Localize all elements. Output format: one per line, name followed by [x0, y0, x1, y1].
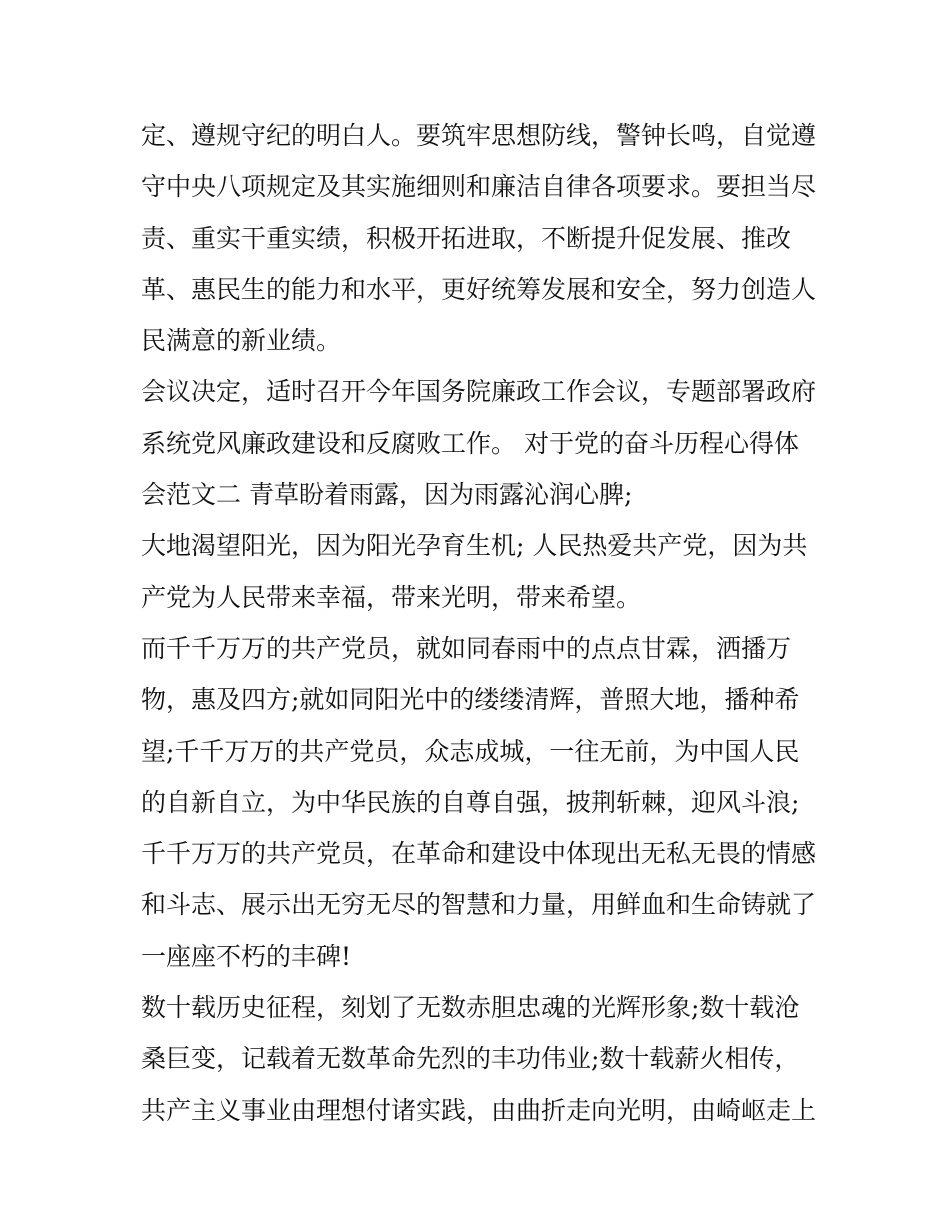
text-line: 桑巨变，记载着无数革命先烈的丰功伟业;数十载薪火相传， [141, 1044, 800, 1074]
text-line: 和斗志、展示出无穷无尽的智慧和力量，用鲜血和生命铸就了 [141, 890, 817, 920]
text-line: 而千千万万的共产党员，就如同春雨中的点点甘霖，洒播万 [141, 633, 792, 663]
text-line: 会议决定，适时召开今年国务院廉政工作会议，专题部署政府 [141, 377, 817, 407]
text-line: 的自新自立，为中华民族的自尊自强，披荆斩棘，迎风斗浪; [141, 787, 800, 817]
text-line: 定、遵规守纪的明白人。要筑牢思想防线，警钟长鸣，自觉遵 [141, 121, 817, 150]
text-line: 望;千千万万的共产党员，众志成城，一往无前，为中国人民 [141, 736, 800, 766]
text-line: 物，惠及四方;就如同阳光中的缕缕清辉，普照大地，播种希 [141, 685, 800, 715]
text-line: 数十载历史征程，刻划了无数赤胆忠魂的光辉形象;数十载沧 [141, 993, 800, 1023]
text-line: 产党为人民带来幸福，带来光明，带来希望。 [141, 582, 642, 612]
text-line: 民满意的新业绩。 [141, 326, 342, 356]
text-line: 守中央八项规定及其实施细则和廉洁自律各项要求。要担当尽 [141, 172, 817, 202]
text-line: 会范文二 青草盼着雨露，因为雨露沁润心脾; [141, 480, 633, 510]
text-line: 共产主义事业由理想付诸实践，由曲折走向光明，由崎岖走上 [141, 1095, 817, 1125]
text-line: 千千万万的共产党员，在革命和建设中体现出无私无畏的情感 [141, 839, 817, 869]
text-line: 责、重实干重实绩，积极开拓进取，不断提升促发展、推改 [141, 223, 792, 253]
text-line: 革、惠民生的能力和水平，更好统筹发展和安全，努力创造人 [141, 274, 817, 304]
text-line: 大地渴望阳光，因为阳光孕育生机; 人民热爱共产党，因为共 [141, 531, 808, 561]
text-line: 一座座不朽的丰碑! [141, 941, 352, 971]
text-line: 系统党风廉政建设和反腐败工作。 对于党的奋斗历程心得体 [141, 428, 799, 458]
document-body [141, 110, 821, 1136]
